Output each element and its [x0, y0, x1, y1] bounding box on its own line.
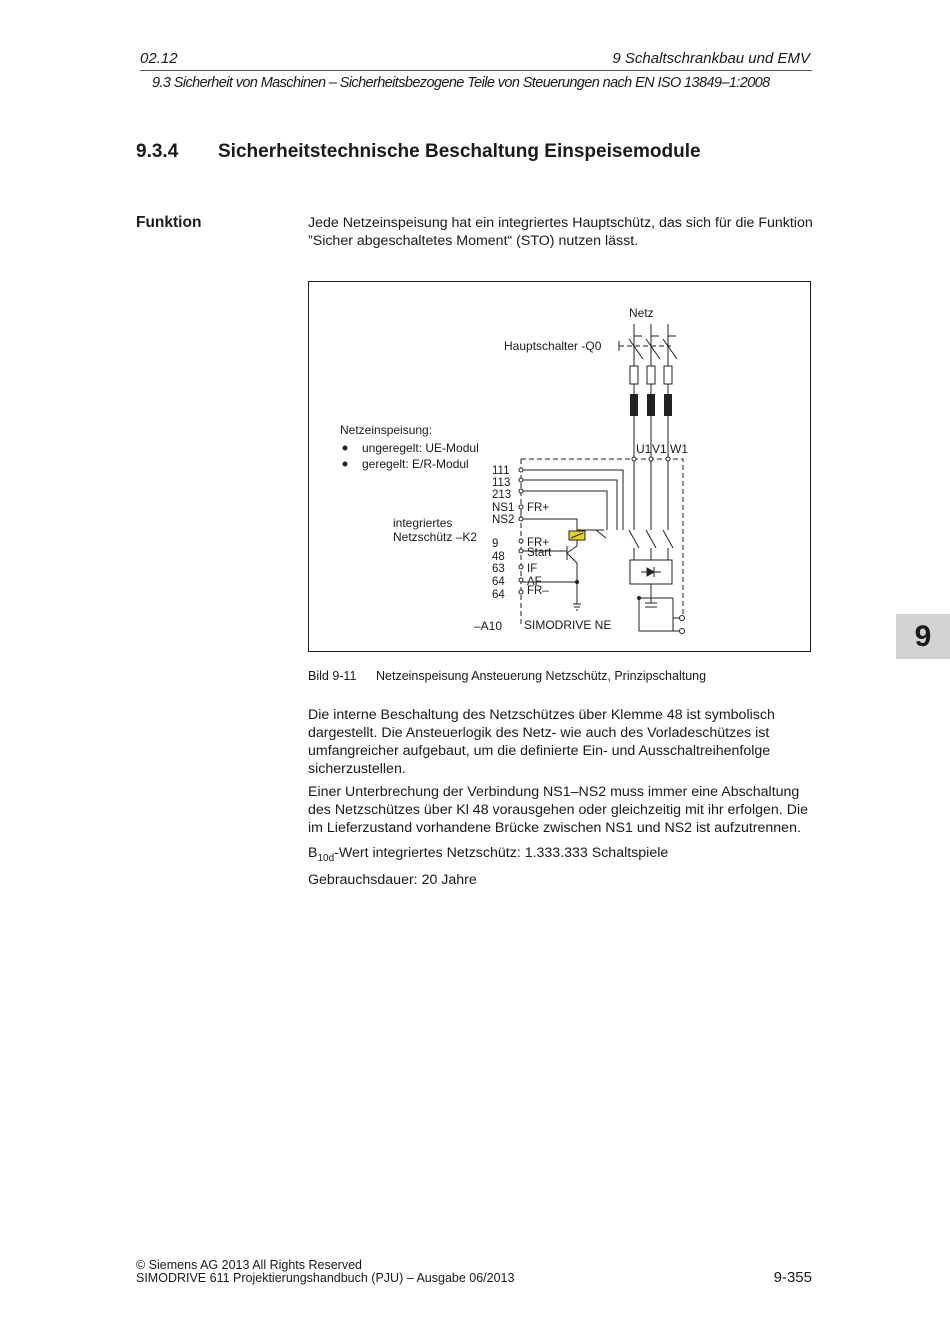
chapter-tab: 9 — [896, 614, 950, 659]
footer-copyright: © Siemens AG 2013 All Rights Reserved — [136, 1258, 362, 1272]
header-subsection: 9.3 Sicherheit von Maschinen – Sicherheitsbezogene Teile von Steuerungen nach EN ISO 13849–1:2008 — [152, 75, 770, 91]
terminal-63: 63 — [492, 563, 505, 575]
label-v1: V1 — [652, 442, 667, 456]
bullet-dot — [343, 446, 348, 451]
header-rule — [140, 70, 812, 71]
body-paragraph-1: Die interne Beschaltung des Netzschützes über Klemme 48 ist symbolisch dargestellt. Die Ansteuerlogik des Netz- wie auch des Vorladeschützes ist umfangreicher aufgebaut, um die definierte Ein- und Ausschaltreihenfolge sicherzustellen. — [308, 707, 775, 777]
label-integriertes: integriertes — [393, 516, 453, 530]
section-number: 9.3.4 — [136, 141, 179, 162]
terminal-48: 48 — [492, 551, 505, 563]
header-date: 02.12 — [140, 50, 178, 67]
label-simodrive: SIMODRIVE NE — [524, 618, 612, 632]
b10d-text: -Wert integriertes Netzschütz: 1.333.333 Schaltspiele — [334, 845, 669, 861]
label-a10: –A10 — [474, 619, 503, 633]
signal-if: IF — [527, 563, 538, 575]
bullet-dot — [343, 462, 348, 467]
terminal-64b: 64 — [492, 589, 505, 601]
label-hauptschalter: Hauptschalter -Q0 — [504, 339, 602, 353]
signal-start: Start — [527, 547, 552, 559]
signal-af: AF — [527, 576, 542, 588]
signal-fr-plus-2: FR+ — [527, 537, 550, 549]
terminal-111: 111 — [492, 465, 510, 477]
caption-number: Bild 9-11 — [308, 669, 357, 683]
figure-caption — [308, 669, 706, 683]
label-er-modul: geregelt: E/R-Modul — [362, 457, 469, 471]
label-netz: Netz — [629, 306, 654, 320]
terminal-213: 213 — [492, 489, 512, 501]
section-title: Sicherheitstechnische Beschaltung Einspeisemodule — [218, 141, 701, 162]
terminal-113: 113 — [492, 477, 511, 489]
figure-frame — [308, 281, 811, 652]
terminal-ns1: NS1 — [492, 502, 515, 514]
header-chapter: 9 Schaltschrankbau und EMV — [612, 50, 810, 67]
b10d-subscript: 10d — [317, 852, 335, 864]
lifetime-text: Gebrauchsdauer: 20 Jahre — [308, 872, 477, 888]
terminal-64a: 64 — [492, 576, 505, 588]
label-ue-modul: ungeregelt: UE-Modul — [362, 441, 479, 455]
label-netzeinspeisung: Netzeinspeisung: — [340, 423, 433, 437]
label-netzschuetz: Netzschütz –K2 — [393, 530, 478, 544]
terminal-ns2: NS2 — [492, 514, 515, 526]
b10d-value — [308, 844, 813, 868]
b10d-prefix: B — [308, 845, 318, 861]
footer-manual: SIMODRIVE 611 Projektierungshandbuch (PJU) – Ausgabe 06/2013 — [136, 1271, 515, 1285]
terminal-9: 9 — [492, 538, 499, 550]
page-number: 9-355 — [773, 1269, 812, 1286]
section-heading — [136, 141, 701, 163]
signal-fr-plus-1: FR+ — [527, 502, 550, 514]
label-u1: U1 — [636, 442, 652, 456]
caption-text: Netzeinspeisung Ansteuerung Netzschütz, Prinzipschaltung — [376, 669, 707, 683]
label-w1: W1 — [670, 442, 688, 456]
body-paragraph-2: Einer Unterbrechung der Verbindung NS1–NS2 muss immer eine Abschaltung des Netzschützes über Kl 48 vorausgehen oder gleichzeitig mit ihr erfolgen. Die im Lieferzustand vorhandene Brücke zwischen NS1 und NS2 ist aufzutrennen. — [308, 784, 808, 836]
intro-paragraph: Jede Netzeinspeisung hat ein integriertes Hauptschütz, das sich für die Funktion ”Sicher abgeschaltetes Moment“ (STO) nutzen lässt. — [308, 215, 813, 249]
function-label: Funktion — [136, 214, 202, 231]
circuit-diagram — [309, 282, 810, 651]
signal-fr-minus: FR– — [527, 585, 549, 597]
